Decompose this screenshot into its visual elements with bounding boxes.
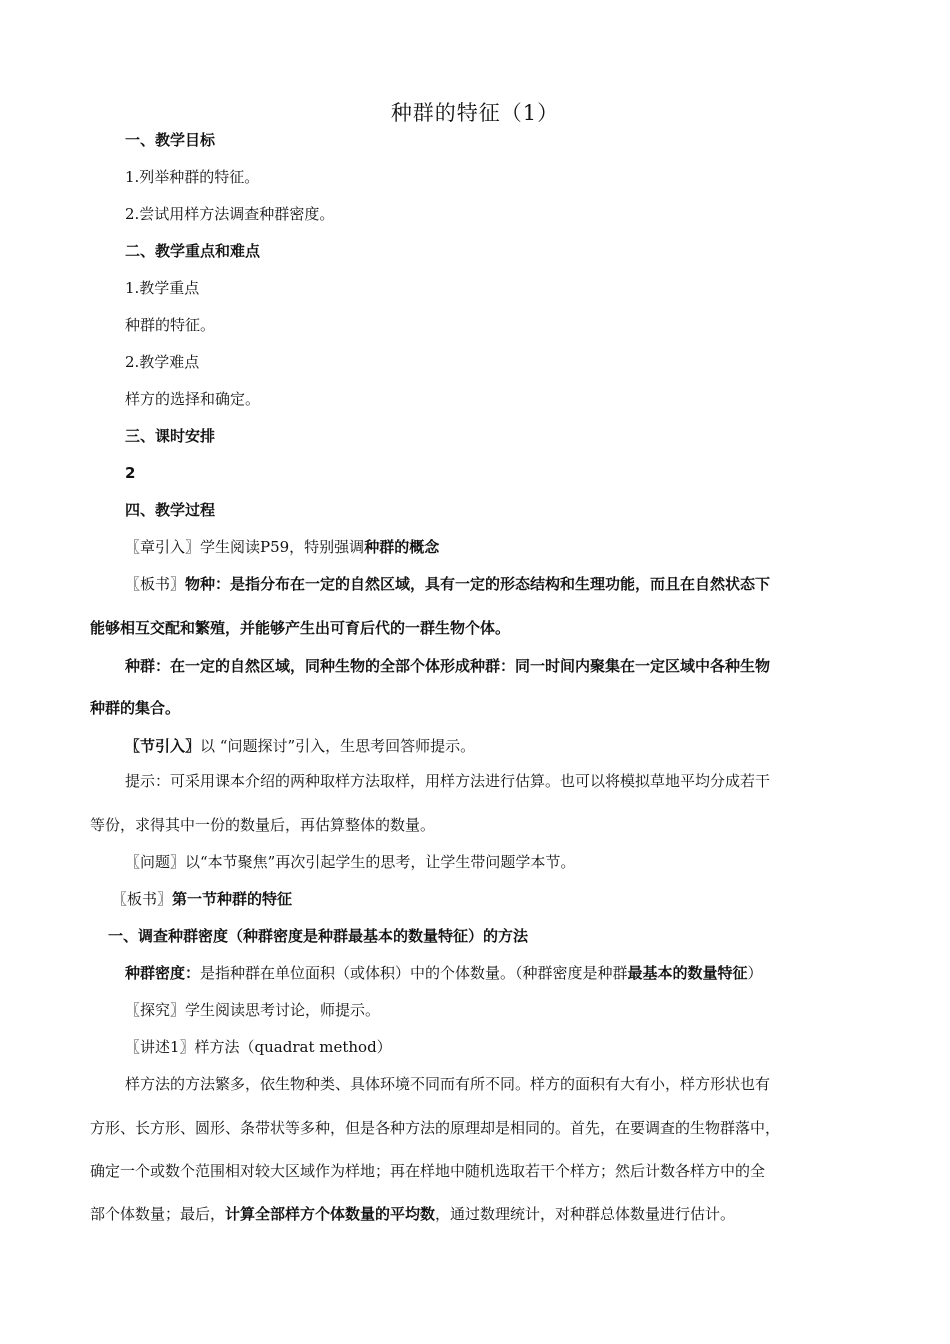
board-section-title	[112, 889, 292, 909]
paragraph-line-4	[90, 1204, 735, 1224]
density-text: 是指种群在单位面积（或体积）中的个体数量。（种群密度是种群	[200, 964, 628, 982]
section-intro-label: 〖节引入〗	[125, 737, 201, 755]
explore-line: 〖探究〗学生阅读思考讨论，师提示。	[125, 1001, 381, 1019]
hint-line-1: 提示：可采用课本介绍的两种取样方法取样，用样方法进行估算。也可以将模拟草地平均分成若干	[125, 772, 771, 790]
section-heading-objectives: 一、教学目标	[125, 131, 216, 149]
objective-item-2: 2.尝试用样方法调查种群密度。	[125, 205, 335, 223]
section-heading-process: 四、教学过程	[125, 501, 216, 519]
paragraph-line-2: 方形、长方形、圆形、条带状等多种，但是各种方法的原理却是相同的。首先，在要调查的生物群落中，	[90, 1119, 781, 1137]
schedule-value: 2	[125, 464, 136, 482]
chapter-intro-bold: 种群的概念	[364, 538, 440, 556]
hint-line-2: 等份，求得其中一份的数量后，再估算整体的数量。	[90, 816, 436, 834]
board-label: 〖板书〗	[125, 575, 186, 593]
difficulty-label: 2.教学难点	[125, 353, 200, 371]
density-close: ）	[747, 964, 763, 982]
paragraph-line-4-bold: 计算全部样方个体数量的平均数	[225, 1205, 436, 1223]
section-heading-schedule: 三、课时安排	[125, 427, 216, 445]
board-label-2: 〖板书〗	[112, 890, 173, 908]
key-point-label: 1.教学重点	[125, 279, 200, 297]
objective-item-1: 1.列举种群的特征。	[125, 168, 260, 186]
paragraph-line-4-prefix: 部个体数量；最后，	[90, 1205, 226, 1223]
species-definition-1: 物种：是指分布在一定的自然区域，具有一定的形态结构和生理功能，而且在自然状态下	[185, 575, 771, 593]
document-title: 种群的特征（1）	[390, 101, 560, 125]
paragraph-line-4-suffix: ，通过数理统计，对种群总体数量进行估计。	[435, 1205, 736, 1223]
density-label: 种群密度：	[125, 964, 201, 982]
density-definition	[125, 963, 763, 983]
section-intro-text: 以 “问题探讨”引入，生思考回答师提示。	[200, 737, 476, 755]
method-heading: 一、调查种群密度（种群密度是种群最基本的数量特征）的方法	[108, 927, 529, 945]
section-intro	[125, 736, 475, 756]
chapter-intro-text: 〖章引入〗学生阅读P59，特别强调	[125, 538, 365, 556]
paragraph-line-3: 确定一个或数个范围相对较大区域作为样地；再在样地中随机选取若干个样方；然后计数各样方中的全	[90, 1162, 766, 1180]
board-section-bold: 第一节种群的特征	[172, 890, 293, 908]
key-point-text: 种群的特征。	[125, 316, 216, 334]
board-species-line1	[125, 574, 770, 594]
section-heading-key-points: 二、教学重点和难点	[125, 242, 261, 260]
population-definition-2: 种群的集合。	[90, 699, 181, 717]
lecture-line: 〖讲述1〗样方法（quadrat method）	[125, 1038, 392, 1056]
population-definition-1: 种群：在一定的自然区域，同种生物的全部个体形成种群：同一时间内聚集在一定区域中各种生物	[125, 657, 771, 675]
density-emphasis: 最基本的数量特征	[627, 964, 748, 982]
species-definition-2: 能够相互交配和繁殖，并能够产生出可育后代的一群生物个体。	[90, 619, 511, 637]
difficulty-text: 样方的选择和确定。	[125, 390, 261, 408]
question-line: 〖问题〗以“本节聚焦”再次引起学生的思考，让学生带问题学本节。	[125, 853, 576, 871]
chapter-intro	[125, 537, 439, 557]
paragraph-line-1: 样方法的方法繁多，依生物种类、具体环境不同而有所不同。样方的面积有大有小，样方形状也有	[125, 1075, 771, 1093]
